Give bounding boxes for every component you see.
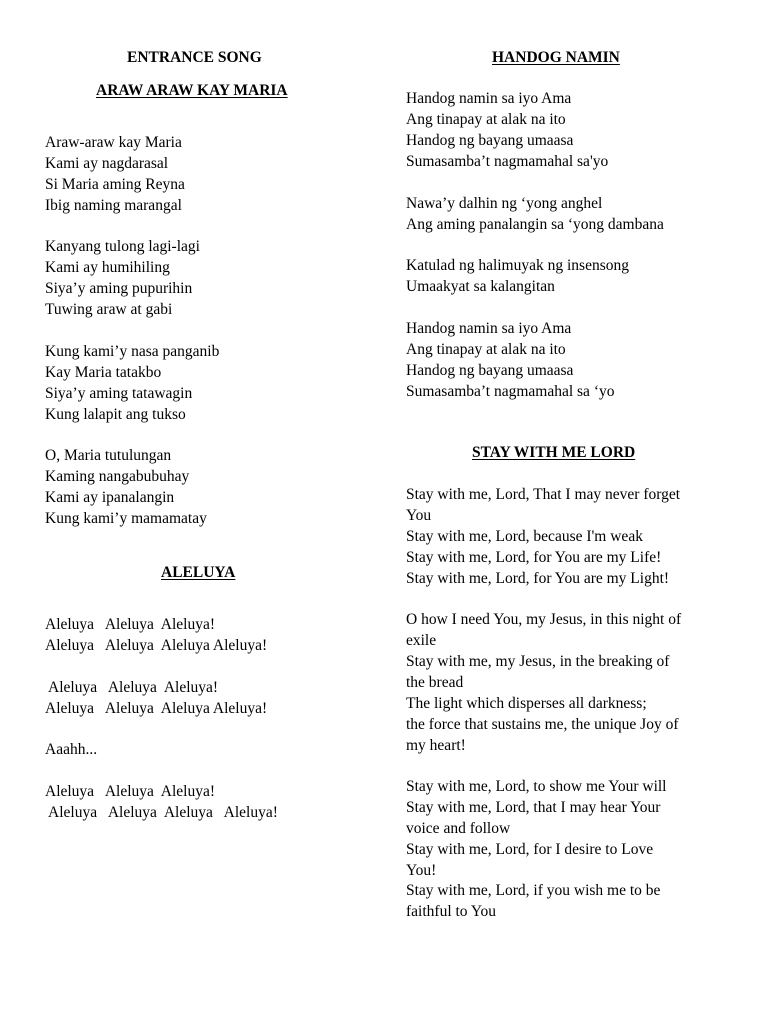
lyric-line: Ang tinapay at alak na ito bbox=[406, 111, 566, 128]
lyric-line: Stay with me, Lord, That I may never forget bbox=[406, 486, 681, 503]
song-title-stay-with-me-lord: STAY WITH ME LORD bbox=[472, 444, 636, 461]
lyric-line: You! bbox=[406, 862, 437, 879]
lyric-line: Si Maria aming Reyna bbox=[45, 176, 185, 193]
lyric-line: Kami ay ipanalangin bbox=[45, 489, 175, 506]
lyric-line: Stay with me, Lord, that I may hear Your bbox=[406, 799, 661, 816]
lyric-line: Ibig naming marangal bbox=[45, 197, 182, 214]
lyric-line: voice and follow bbox=[406, 820, 511, 837]
lyric-line: Ang aming panalangin sa ‘yong dambana bbox=[406, 216, 664, 233]
lyric-line: Stay with me, Lord, because I'm weak bbox=[406, 528, 643, 545]
lyric-line: Kung kami’y mamamatay bbox=[45, 510, 207, 527]
lyric-line: Stay with me, Lord, for I desire to Love bbox=[406, 841, 654, 858]
song-title-handog-namin: HANDOG NAMIN bbox=[492, 49, 620, 66]
lyric-line: Sumasamba’t nagmamahal sa'yo bbox=[406, 153, 609, 170]
lyric-line: Aleluya Aleluya Aleluya Aleluya! bbox=[45, 637, 268, 654]
lyric-line: Kaming nangabubuhay bbox=[45, 468, 190, 485]
lyric-line: the bread bbox=[406, 674, 464, 691]
lyric-line: Kanyang tulong lagi-lagi bbox=[45, 238, 200, 255]
lyric-line: Sumasamba’t nagmamahal sa ‘yo bbox=[406, 383, 615, 400]
lyric-line: You bbox=[406, 507, 432, 524]
lyric-line: O, Maria tutulungan bbox=[45, 447, 172, 464]
lyric-line: Stay with me, Lord, for You are my Light! bbox=[406, 570, 670, 587]
lyric-line: exile bbox=[406, 632, 437, 649]
lyric-line: Siya’y aming pupurihin bbox=[45, 280, 193, 297]
lyric-line: Kung lalapit ang tukso bbox=[45, 406, 186, 423]
lyric-line: my heart! bbox=[406, 737, 466, 754]
lyric-line: Aleluya Aleluya Aleluya Aleluya! bbox=[45, 804, 278, 821]
lyric-line: Aleluya Aleluya Aleluya Aleluya! bbox=[45, 700, 268, 717]
lyric-line: Kami ay nagdarasal bbox=[45, 155, 169, 172]
lyric-line: Handog ng bayang umaasa bbox=[406, 362, 574, 379]
lyric-line: Siya’y aming tatawagin bbox=[45, 385, 193, 402]
lyric-line: Kung kami’y nasa panganib bbox=[45, 343, 220, 360]
lyric-line: Kami ay humihiling bbox=[45, 259, 170, 276]
lyric-line: Stay with me, my Jesus, in the breaking of bbox=[406, 653, 670, 670]
lyric-line: Nawa’y dalhin ng ‘yong anghel bbox=[406, 195, 603, 212]
entrance-song-label: ENTRANCE SONG bbox=[127, 49, 262, 66]
lyric-line: Stay with me, Lord, if you wish me to be bbox=[406, 882, 661, 899]
lyric-line: Stay with me, Lord, for You are my Life! bbox=[406, 549, 662, 566]
lyric-line: Handog ng bayang umaasa bbox=[406, 132, 574, 149]
lyric-line: Araw-araw kay Maria bbox=[45, 134, 182, 151]
lyric-line: Ang tinapay at alak na ito bbox=[406, 341, 566, 358]
lyric-line: The light which disperses all darkness; bbox=[406, 695, 647, 712]
lyric-line: Katulad ng halimuyak ng insensong bbox=[406, 257, 629, 274]
lyric-line: Aleluya Aleluya Aleluya! bbox=[45, 679, 219, 696]
lyric-line: Umaakyat sa kalangitan bbox=[406, 278, 555, 295]
lyric-line: Kay Maria tatakbo bbox=[45, 364, 162, 381]
lyric-line: Aleluya Aleluya Aleluya! bbox=[45, 616, 216, 633]
lyric-line: Handog namin sa iyo Ama bbox=[406, 90, 572, 107]
lyric-line: Handog namin sa iyo Ama bbox=[406, 320, 572, 337]
song-title-araw-araw: ARAW ARAW KAY MARIA bbox=[96, 82, 288, 99]
lyric-line: Stay with me, Lord, to show me Your will bbox=[406, 778, 667, 795]
song-title-aleluya: ALELUYA bbox=[161, 564, 236, 581]
lyric-line: the force that sustains me, the unique Joy of bbox=[406, 716, 679, 733]
lyric-line: faithful to You bbox=[406, 903, 496, 920]
lyric-line: Aaahh... bbox=[45, 741, 98, 758]
lyric-line: Tuwing araw at gabi bbox=[45, 301, 173, 318]
lyric-line: Aleluya Aleluya Aleluya! bbox=[45, 783, 216, 800]
lyric-line: O how I need You, my Jesus, in this night of bbox=[406, 611, 682, 628]
